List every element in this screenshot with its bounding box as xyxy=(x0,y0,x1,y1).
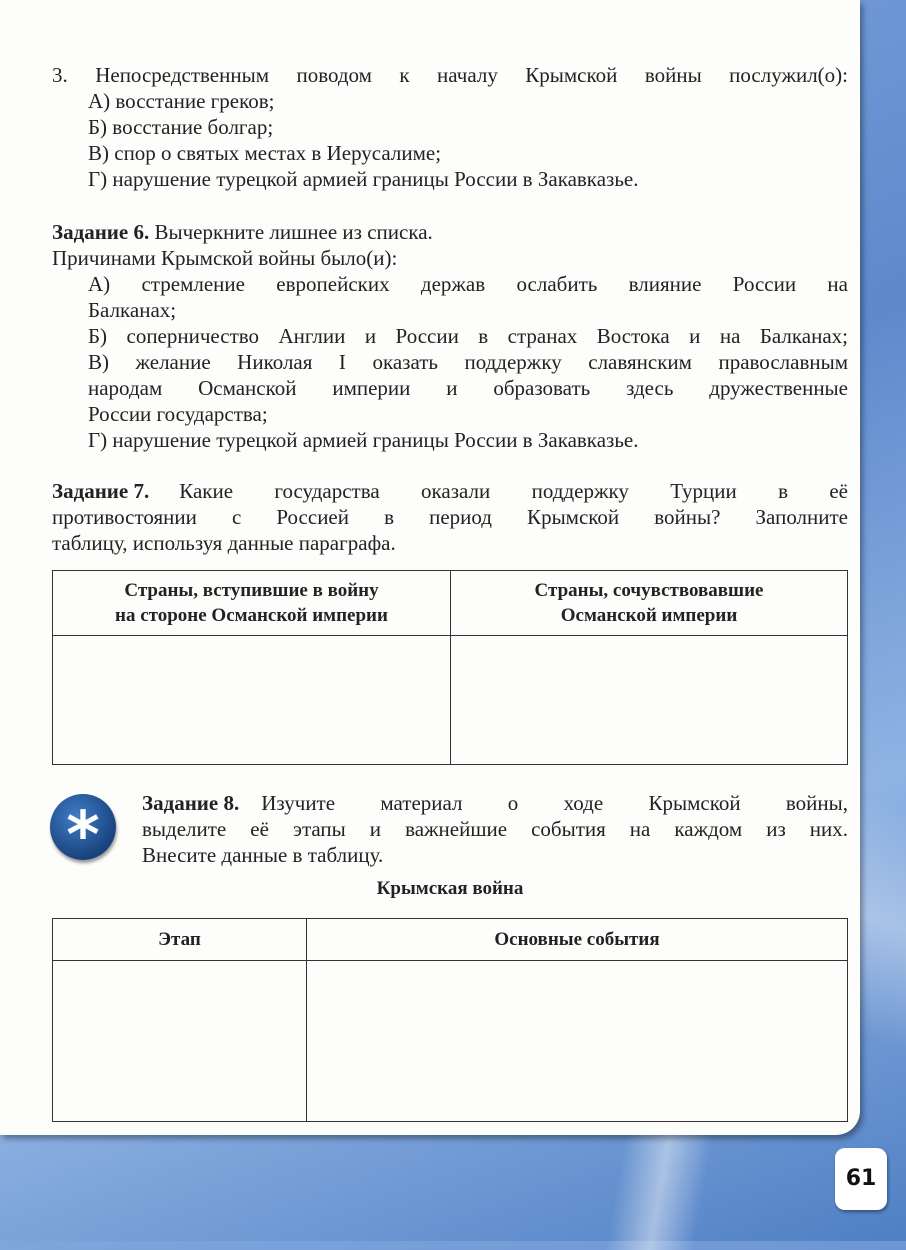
task-8-label: Задание 8. xyxy=(142,791,240,815)
task-8-text: Изучите материал о ходе Крымской войны, xyxy=(261,791,848,815)
task-6-label: Задание 6. xyxy=(52,220,150,244)
answer-cell-sympathized[interactable] xyxy=(451,636,848,765)
task-6-text: Вычеркните лишнее из списка. xyxy=(154,220,433,244)
option-c-line[interactable]: В) желание Николая I оказать поддержку славянским православным xyxy=(88,350,848,374)
task-8-text: выделите её этапы и важнейшие события на каждом из них. xyxy=(142,817,848,841)
answer-cell-events[interactable] xyxy=(307,961,848,1122)
column-header-sympathized: Страны, сочувствовавшие Османской империи xyxy=(451,571,848,636)
option-b[interactable]: Б) восстание болгар; xyxy=(88,115,274,139)
option-d[interactable]: Г) нарушение турецкой армией границы России в Закавказье. xyxy=(88,167,639,191)
task-7-label: Задание 7. xyxy=(52,479,150,503)
task-7-text: противостоянии с Россией в период Крымской войны? Заполните xyxy=(52,505,848,529)
option-a[interactable]: А) восстание греков; xyxy=(88,89,275,113)
option-c-line[interactable]: народам Османской империи и образовать здесь дружественные xyxy=(88,376,848,400)
task-7-text: таблицу, используя данные параграфа. xyxy=(52,531,396,555)
task-6-intro: Причинами Крымской войны было(и): xyxy=(52,246,398,270)
task-6 xyxy=(52,219,848,453)
column-header-events: Основные события xyxy=(307,919,848,961)
background-decoration xyxy=(560,1130,760,1250)
asterisk-icon: * xyxy=(50,794,116,860)
table-title: Крымская война xyxy=(376,878,524,899)
option-b[interactable]: Б) соперничество Англии и России в странах Востока и на Балканах; xyxy=(88,324,848,348)
allies-table xyxy=(52,570,848,765)
question-text: 3. Непосредственным поводом к началу Крымской войны послужил(о): xyxy=(52,63,848,87)
column-header-stage: Этап xyxy=(53,919,307,961)
task-8 xyxy=(142,790,848,868)
option-d[interactable]: Г) нарушение турецкой армией границы России в Закавказье. xyxy=(88,428,639,452)
option-c-line[interactable]: России государства; xyxy=(88,402,268,426)
task-7 xyxy=(52,478,848,556)
task-8-text: Внесите данные в таблицу. xyxy=(142,843,384,867)
war-stages-table xyxy=(52,918,848,1122)
column-header-joined-war: Страны, вступившие в войну на стороне Османской империи xyxy=(53,571,451,636)
question-3 xyxy=(52,62,848,192)
option-a-line[interactable]: Балканах; xyxy=(88,298,177,322)
option-c[interactable]: В) спор о святых местах в Иерусалиме; xyxy=(88,141,442,165)
page-number: 61 xyxy=(835,1148,887,1210)
option-a-line[interactable]: А) стремление европейских держав ослабить влияние России на xyxy=(88,272,848,296)
answer-cell-joined-war[interactable] xyxy=(53,636,451,765)
task-7-text: Какие государства оказали поддержку Турции в её xyxy=(179,479,848,503)
answer-cell-stage[interactable] xyxy=(53,961,307,1122)
background-decoration xyxy=(860,560,906,1160)
